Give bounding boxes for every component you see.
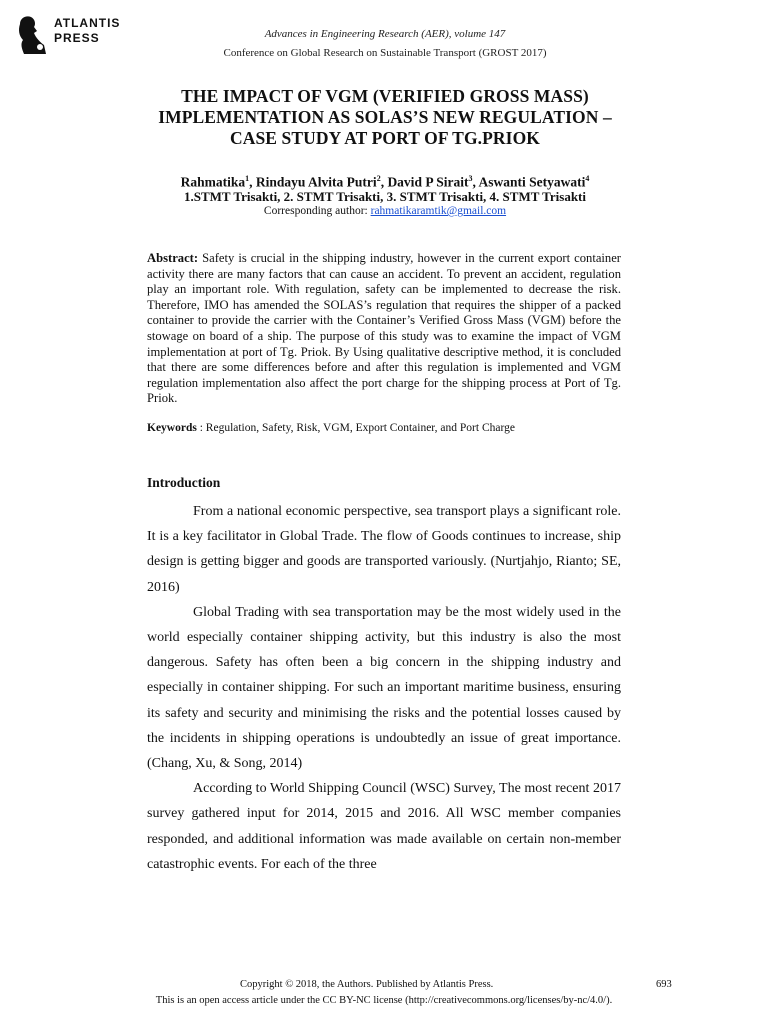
title-line-3: CASE STUDY AT PORT OF TG.PRIOK <box>230 128 540 148</box>
author-name: , Aswanti Setyawati <box>472 174 586 190</box>
keywords <box>147 421 621 436</box>
abstract-text: Safety is crucial in the shipping industry, however in the current export container activity there are many factors that can cause an accident. To prevent an accident, regulation play an important role. With regulation, safety can be implemented to decrease the risk. Therefore, IMO has amended the SOLAS’s regulation that requires the shipper of a packed container to provide the carrier with the Container’s Verified Gross Mass (VGM) before the stowage on board of a ship. The purpose of this study was to examine the impact of VGM implementation at port of Tg. Priok. By Using qualitative descriptive method, it is concluded that there are some differences before and after this regulation is implemented and VGM regulation implementation also affect the port charge for the shipping process at Port of Tg. Priok. <box>147 251 621 406</box>
affiliations: 1.STMT Trisakti, 2. STMT Trisakti, 3. STMT Trisakti, 4. STMT Trisakti <box>183 189 586 204</box>
journal-header: Advances in Engineering Research (AER), volume 147 <box>264 28 506 40</box>
abstract-label: Abstract: <box>147 251 199 265</box>
title-line-2: IMPLEMENTATION AS SOLAS’S NEW REGULATION – <box>158 107 612 127</box>
introduction-body <box>147 499 621 877</box>
keywords-text: : Regulation, Safety, Risk, VGM, Export Container, and Port Charge <box>196 422 515 434</box>
conference-header: Conference on Global Research on Sustainable Transport (GROST 2017) <box>223 47 547 59</box>
license-notice: This is an open access article under the CC BY-NC license (http://creativecommons.org/licenses/by-nc/4.0/). <box>155 995 613 1006</box>
author-email-link[interactable]: rahmatikaramtik@gmail.com <box>370 205 507 217</box>
paper-title <box>130 86 640 149</box>
page-number: 693 <box>656 979 672 990</box>
author-name: , Rindayu Alvita Putri <box>249 174 377 190</box>
logo-text-line2: PRESS <box>54 31 100 45</box>
publisher-logo <box>14 14 124 58</box>
abstract <box>147 251 621 407</box>
thinker-logo-icon <box>14 14 48 56</box>
section-heading: Introduction <box>147 475 221 490</box>
paragraph: From a national economic perspective, sea transport plays a significant role. It is a key facilitator in Global Trade. The flow of Goods continues to increase, ship design is getting bigger and goods are transported variously. (Nurtjahjo, Rianto; SE, 2016) <box>147 504 621 595</box>
logo-text-line1: ATLANTIS <box>54 16 121 30</box>
paragraph: Global Trading with sea transportation may be the most widely used in the world especially container shipping activity, but this industry is also the most dangerous. Safety has often been a big concern in the shipping industry and especially in container shipping. For such an important maritime business, ensuring its safety and security and minimising the risks and the potential losses caused by the incidents in shipping operations is undoubtedly an issue of great importance. (Chang, Xu, & Song, 2014) <box>147 604 621 772</box>
copyright-notice: Copyright © 2018, the Authors. Published by Atlantis Press. <box>240 979 494 990</box>
corresponding-author <box>130 205 640 217</box>
author-affiliation-mark: 3 <box>468 174 473 183</box>
author-affiliation-mark: 2 <box>376 174 381 183</box>
author-affiliation-mark: 1 <box>245 174 250 183</box>
author-name: , David P Sirait <box>380 174 469 190</box>
author-name: Rahmatika <box>180 174 246 190</box>
author-affiliation-mark: 4 <box>585 174 590 183</box>
keywords-label: Keywords <box>147 422 197 434</box>
paragraph: According to World Shipping Council (WSC) Survey, The most recent 2017 survey gathered input for 2014, 2015 and 2016. All WSC member companies responded, and additional information was made available on certain non-member catastrophic events. For each of the three <box>147 781 621 872</box>
corresponding-label: Corresponding author: <box>263 205 371 217</box>
title-line-1: THE IMPACT OF VGM (VERIFIED GROSS MASS) <box>181 86 589 106</box>
